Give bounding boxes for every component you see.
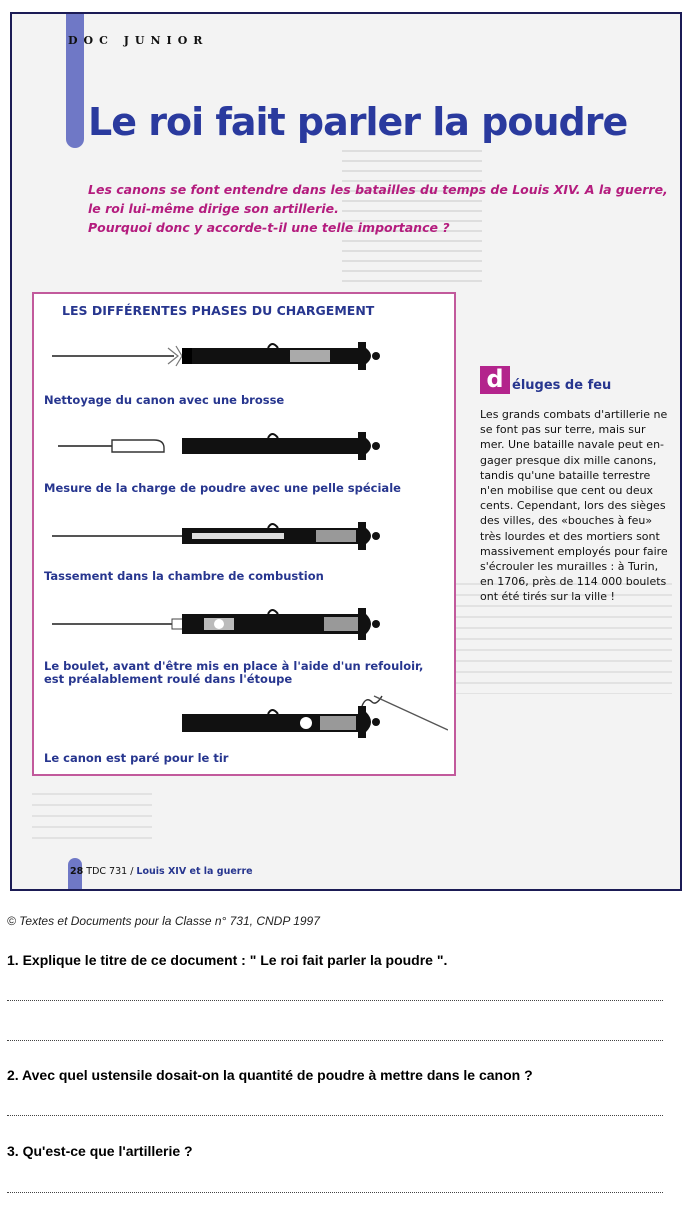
- phase-step-label: Tassement dans la chambre de combustion: [44, 569, 324, 583]
- sidebar-line: n'en mobilise que cent ou deux: [480, 484, 654, 498]
- sidebar-line: en 1706, près de 114 000 boulets: [480, 575, 667, 589]
- phase-step: [44, 334, 448, 424]
- phase-step: [44, 692, 448, 782]
- phases-title: LES DIFFÉRENTES PHASES DU CHARGEMENT: [62, 303, 375, 318]
- issue-label: TDC 731 /: [86, 866, 134, 877]
- sidebar-line: mer. Une bataille navale peut en-: [480, 438, 665, 452]
- page-number: 28: [70, 866, 84, 877]
- intro-line: le roi lui-même dirige son artillerie.: [88, 201, 339, 216]
- sidebar-line: tandis qu'une bataille terrestre: [480, 468, 651, 482]
- question-1: 1. Explique le titre de ce document : " Le roi fait parler la poudre ".: [7, 952, 448, 968]
- sidebar-line: gager presque dix mille canons,: [480, 453, 657, 467]
- phase-step-label-line: Le boulet, avant d'être mis en place à l'aide d'un refouloir,: [44, 659, 424, 673]
- cannon-ball-illustration: [44, 600, 448, 650]
- sidebar-text: [480, 407, 676, 605]
- intro-line: Pourquoi donc y accorde-t-il une telle importance ?: [88, 220, 450, 235]
- loading-phases-panel: [32, 292, 456, 776]
- sidebar-line: ont été tirés sur la ville !: [480, 590, 615, 604]
- intro-line: Les canons se font entendre dans les batailles du temps de Louis XIV. A la guerre,: [88, 182, 668, 197]
- phase-step-label: Mesure de la charge de poudre avec une pelle spéciale: [44, 481, 401, 495]
- phase-step: [44, 600, 448, 690]
- sidebar-line: des villes, des «bouches à feu»: [480, 514, 653, 528]
- cannon-ladle-illustration: [44, 424, 448, 474]
- sidebar-line: cents. Cependant, lors des sièges: [480, 499, 666, 513]
- series-label: DOC JUNIOR: [68, 34, 209, 47]
- sidebar-line: Les grands combats d'artillerie ne: [480, 408, 668, 421]
- phase-step-label: [44, 660, 448, 686]
- sidebar-line: massivement employés pour faire: [480, 544, 668, 558]
- document-title: Le roi fait parler la poudre: [88, 100, 628, 144]
- cannon-brush-illustration: [44, 334, 448, 384]
- phase-step-label-line: est préalablement roulé dans l'étoupe: [44, 672, 293, 686]
- sidebar-line: se font pas sur terre, mais sur: [480, 423, 646, 437]
- question-2: 2. Avec quel ustensile dosait-on la quantité de poudre à mettre dans le canon ?: [7, 1067, 533, 1083]
- sidebar-heading-text: éluges de feu: [512, 378, 612, 393]
- copyright-notice: © Textes et Documents pour la Classe n° 731, CNDP 1997: [7, 914, 320, 928]
- drop-cap: d: [480, 366, 510, 394]
- question-3: 3. Qu'est-ce que l'artillerie ?: [7, 1143, 193, 1159]
- intro-text: [88, 180, 668, 237]
- sidebar-line: s'écrouler les murailles : à Turin,: [480, 560, 659, 574]
- phase-step: [44, 512, 448, 602]
- answer-line[interactable]: [7, 1115, 663, 1116]
- answer-line[interactable]: [7, 1192, 663, 1193]
- answer-line[interactable]: [7, 1000, 663, 1001]
- phase-step-label: Le canon est paré pour le tir: [44, 751, 229, 765]
- phase-step-label: Nettoyage du canon avec une brosse: [44, 393, 285, 407]
- cannon-rammer-illustration: [44, 512, 448, 562]
- issue-subject: Louis XIV et la guerre: [136, 866, 253, 877]
- page-footer: [70, 866, 253, 877]
- document-scan: [10, 12, 682, 891]
- cannon-ready-illustration: [44, 692, 448, 752]
- phase-step: [44, 424, 448, 514]
- sidebar-line: très lourdes et des mortiers sont: [480, 529, 660, 543]
- answer-line[interactable]: [7, 1040, 663, 1041]
- bleed-through-texture: [32, 784, 152, 844]
